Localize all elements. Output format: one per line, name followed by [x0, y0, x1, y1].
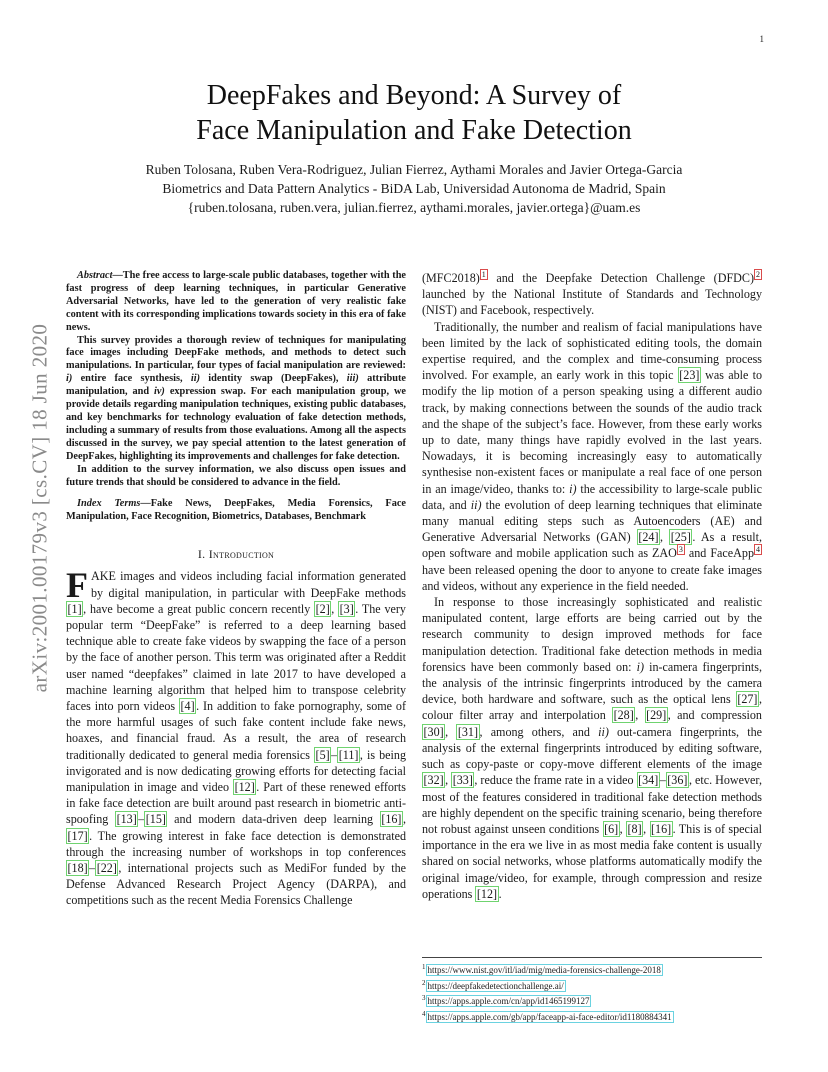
citation-link[interactable]: [6] — [604, 821, 619, 836]
body-text: , — [402, 812, 406, 827]
traditionally-paragraph — [422, 319, 762, 594]
page-number: 1 — [759, 34, 764, 44]
body-text: . In addition to fake pornography, some of the more harmful usages of such fake content include fake news, hoaxes, and financial fraud. As a result, the area of research traditionally dedicated to general media forensics — [66, 699, 406, 762]
intro-paragraph — [66, 565, 406, 908]
citation-link[interactable]: [11] — [338, 747, 359, 762]
citation-link[interactable]: [25] — [670, 530, 691, 545]
abstract-para-1 — [66, 270, 406, 335]
citation-link[interactable]: [28] — [613, 708, 634, 723]
enum-marker: ii) — [470, 497, 482, 512]
citation-link[interactable]: [2] — [315, 601, 330, 616]
body-text: . The very popular term “DeepFake” is referred to a deep learning based technique able to create fake videos by swapping the face of a person by the face of another person. This term was originated after a Reddit user named “deepfakes” claimed in late 2017 to have developed a machine learning algorithm that helped him to transpose celebrity faces into porn videos — [66, 601, 406, 714]
citation-link[interactable]: [22] — [96, 861, 117, 876]
right-column — [422, 270, 762, 902]
arxiv-stamp: arXiv:2001.00179v3 [cs.CV] 18 Jun 2020 — [27, 323, 52, 693]
footnote-link[interactable]: 1 — [481, 269, 486, 279]
footnote-link[interactable]: 3 — [678, 545, 683, 555]
body-text: In response to those increasingly sophisticated and realistic manipulated content, large efforts are being carried out by the research community to design improved methods for face manipulation detection. Traditional fake detection methods in media forensics have been commonly based on: — [422, 595, 762, 674]
citation-link[interactable]: [16] — [651, 821, 672, 836]
body-text: out-camera fingerprints, the analysis of the external fingerprints introduced by editing software, such as copy-paste or copy-move different elements of the image — [422, 724, 762, 772]
enum-marker: ii) — [190, 373, 200, 385]
citation-link[interactable]: [33] — [452, 773, 473, 788]
body-text: , — [635, 708, 645, 723]
citation-link[interactable]: [5] — [315, 747, 330, 762]
abstract-label: Abstract — [77, 270, 113, 281]
body-text: the accessibility to large-scale public data, and — [422, 481, 762, 512]
continued-paragraph — [422, 270, 762, 319]
footnote-url[interactable]: https://www.nist.gov/itl/iad/mig/media-forensics-challenge-2018 — [427, 965, 661, 975]
citation-link[interactable]: [8] — [627, 821, 642, 836]
body-text: . — [498, 886, 502, 901]
abstract — [66, 270, 406, 489]
body-text: . As a result, open software and mobile application such as ZAO — [422, 530, 762, 561]
footnote-url[interactable]: https://apps.apple.com/gb/app/faceapp-ai-face-editor/id1180884341 — [427, 1011, 672, 1022]
author-list: Ruben Tolosana, Ruben Vera-Rodriguez, Julian Fierrez, Aythami Morales and Javier Ortega-Garcia — [145, 162, 683, 177]
section-number: I. — [197, 547, 206, 562]
body-text: – — [138, 812, 145, 827]
body-text: . This is of special importance in the era we live in as most media fake content is usually shared on social networks, whose platforms automatically modify the original image/video, for example, through compression and resize operations — [422, 821, 762, 901]
body-text: , — [619, 821, 627, 836]
citation-link[interactable]: [27] — [737, 692, 758, 707]
body-text: , — [659, 530, 670, 545]
citation-link[interactable]: [12] — [476, 886, 498, 901]
body-text: – — [89, 861, 96, 876]
body-text: , reduce the frame rate in a video — [474, 773, 637, 788]
abstract-text: This survey provides a thorough review of techniques for manipulating face images including DeepFake methods, and methods to detect such manipulations. In particular, four types of facial manipulation are reviewed: — [66, 334, 406, 372]
citation-link[interactable]: [4] — [180, 699, 195, 714]
abstract-text: attribute manipulation, and — [66, 373, 406, 398]
section-heading — [66, 546, 406, 562]
footnote-1 — [422, 961, 762, 977]
footnote-number: 1 — [422, 963, 426, 971]
footnote-3 — [422, 992, 762, 1008]
abstract-para-3: In addition to the survey information, we also discuss open issues and future trends that should be considered to advance in the field. — [66, 463, 406, 488]
body-text: , — [643, 821, 650, 836]
body-text: (MFC2018) — [422, 271, 480, 285]
section-title: Introduction — [208, 547, 275, 562]
body-text: , — [445, 773, 452, 788]
index-terms-text: —Fake News, DeepFakes, Media Forensics, Face Manipulation, Face Recognition, Biometrics, Databases, Benchmark — [66, 498, 406, 523]
footnote-url[interactable]: https://deepfakedetectionchallenge.ai/ — [427, 980, 564, 991]
body-text: , is being invigorated and is now dedicating growing efforts for detecting facial manipulation in image and video — [66, 747, 406, 795]
footnote-4 — [422, 1008, 762, 1024]
citation-link[interactable]: [16] — [381, 812, 402, 827]
citation-link[interactable]: [13] — [116, 812, 137, 827]
footnote-number: 4 — [422, 1009, 426, 1018]
footnote-link[interactable]: 2 — [756, 269, 760, 279]
citation-link[interactable]: [34] — [638, 773, 659, 788]
body-text: , etc. However, most of the features considered in traditional fake detection methods are highly dependent on the specific training scenario, being therefore not robust against unseen conditions — [422, 773, 762, 836]
body-text: have been released opening the door to anyone to create fake images and videos, without any experience in the field needed. — [422, 562, 762, 593]
citation-link[interactable]: [12] — [234, 780, 255, 795]
footnote-url[interactable]: https://apps.apple.com/cn/app/id1465199127 — [427, 996, 590, 1007]
citation-link[interactable]: [3] — [339, 601, 354, 616]
footnotes — [422, 957, 762, 1023]
body-text: was able to modify the lip motion of a person speaking using a different audio track, by making connections between the sounds of the audio track and the shape of the subject’s face. However, from these early works up to date, many things have rapidly evolved in the last years. Nowadays, it is becoming increasingly easy to automatically synthesise non-existent faces or manipulate a real face of one person in an image/video, thanks to: — [422, 368, 762, 496]
footnote-number: 2 — [422, 978, 426, 987]
index-terms — [66, 498, 406, 524]
enum-marker: iv) — [154, 386, 165, 398]
body-text: and the Deepfake Detection Challenge (DFDC) — [487, 271, 754, 285]
abstract-text: entire face synthesis, — [72, 373, 191, 385]
citation-link[interactable]: [32] — [423, 773, 444, 788]
title-line-1: DeepFakes and Beyond: A Survey of — [206, 80, 622, 111]
enum-marker: i) — [66, 373, 73, 385]
abstract-text: —The free access to large-scale public databases, together with the fast progress of deep learning techniques, in particular Generative Adversarial Networks, have led to the generation of very realistic fake content with its corresponding implications towards society in this era of fake news. — [66, 270, 406, 333]
body-text: , among others, and — [479, 724, 599, 739]
citation-link[interactable]: [17] — [67, 828, 88, 843]
left-column — [66, 270, 406, 909]
index-terms-label: Index Terms — [77, 498, 141, 510]
body-text: and FaceApp — [684, 546, 754, 561]
citation-link[interactable]: [15] — [145, 812, 166, 827]
citation-link[interactable]: [23] — [679, 368, 700, 383]
enum-marker: ii) — [598, 724, 609, 739]
citation-link[interactable]: [24] — [638, 530, 659, 545]
author-block — [70, 160, 758, 217]
body-text: Traditionally, the number and realism of facial manipulations have been limited by the lack of sophisticated editing tools, the domain expertise required, and the complex and time-consuming process involved. For example, an early work in this topic — [422, 319, 762, 383]
body-text: and modern data-driven deep learning — [167, 812, 380, 827]
abstract-text: expression swap. For each manipulation group, we provide details regarding manipulation techniques, existing public databases, and key benchmarks for technology evaluation of fake detection methods, including a summary of results from those evaluations. Among all the aspects discussed in the survey, we pay special attention to the latest generation of DeepFakes, highlighting its improvements and challenges for fake detection. — [66, 386, 406, 462]
affiliation: Biometrics and Data Pattern Analytics - BiDA Lab, Universidad Autonoma de Madrid, Spain — [162, 181, 666, 196]
abstract-text: identity swap (DeepFakes), — [200, 373, 347, 385]
enum-marker: iii) — [346, 373, 359, 385]
citation-link[interactable]: [29] — [646, 708, 667, 723]
footnote-link[interactable]: 4 — [756, 545, 760, 555]
author-emails: {ruben.tolosana, ruben.vera, julian.fierrez, aythami.morales, javier.ortega}@uam.es — [187, 200, 641, 215]
body-text: in-camera fingerprints, the analysis of the intrinsic fingerprints introduced by the camera device, both hardware and software, such as the optical lens — [422, 659, 762, 707]
body-text: launched by the National Institute of Standards and Technology (NIST) and Facebook, respectively. — [422, 287, 762, 318]
citation-link[interactable]: [30] — [423, 724, 444, 739]
abstract-para-2 — [66, 335, 406, 464]
body-text: the evolution of deep learning techniques that eliminate many manual editing steps such as Autoencoders (AE) and Generative Adversarial Networks (GAN) — [422, 497, 762, 545]
body-text: , have become a great public concern recently — [83, 601, 315, 616]
body-text: – — [659, 773, 666, 788]
body-text: – — [331, 747, 338, 762]
paper-title — [100, 78, 728, 148]
body-text: , — [445, 724, 457, 739]
body-text: AKE images and videos including facial information generated by digital manipulation, in particular with DeepFake methods — [91, 569, 406, 600]
body-text: . Part of these renewed efforts in fake face detection are built around past research in biometric anti-spoofing — [66, 780, 406, 827]
body-text: . The growing interest in fake face detection is demonstrated through the increasing number of workshops in top conferences — [66, 828, 406, 859]
citation-link[interactable]: [1] — [67, 601, 82, 616]
body-text: , and compression — [667, 708, 762, 723]
citation-link[interactable]: [31] — [457, 724, 478, 739]
citation-link[interactable]: [18] — [67, 861, 88, 876]
enum-marker: i) — [569, 481, 577, 496]
title-line-2: Face Manipulation and Fake Detection — [196, 115, 632, 146]
response-paragraph — [422, 594, 762, 902]
citation-link[interactable]: [36] — [667, 773, 688, 788]
footnote-number: 3 — [422, 994, 426, 1003]
enum-marker: i) — [636, 659, 644, 674]
footnote-2 — [422, 977, 762, 993]
body-text: , colour filter array and interpolation — [422, 692, 762, 723]
body-text: , — [331, 601, 339, 616]
body-text: , international projects such as MediFor funded by the Defense Advanced Research Project Agency (DARPA), and competitions such as the recent Media Forensics Challenge — [66, 861, 406, 908]
drop-cap: F — [66, 565, 88, 606]
